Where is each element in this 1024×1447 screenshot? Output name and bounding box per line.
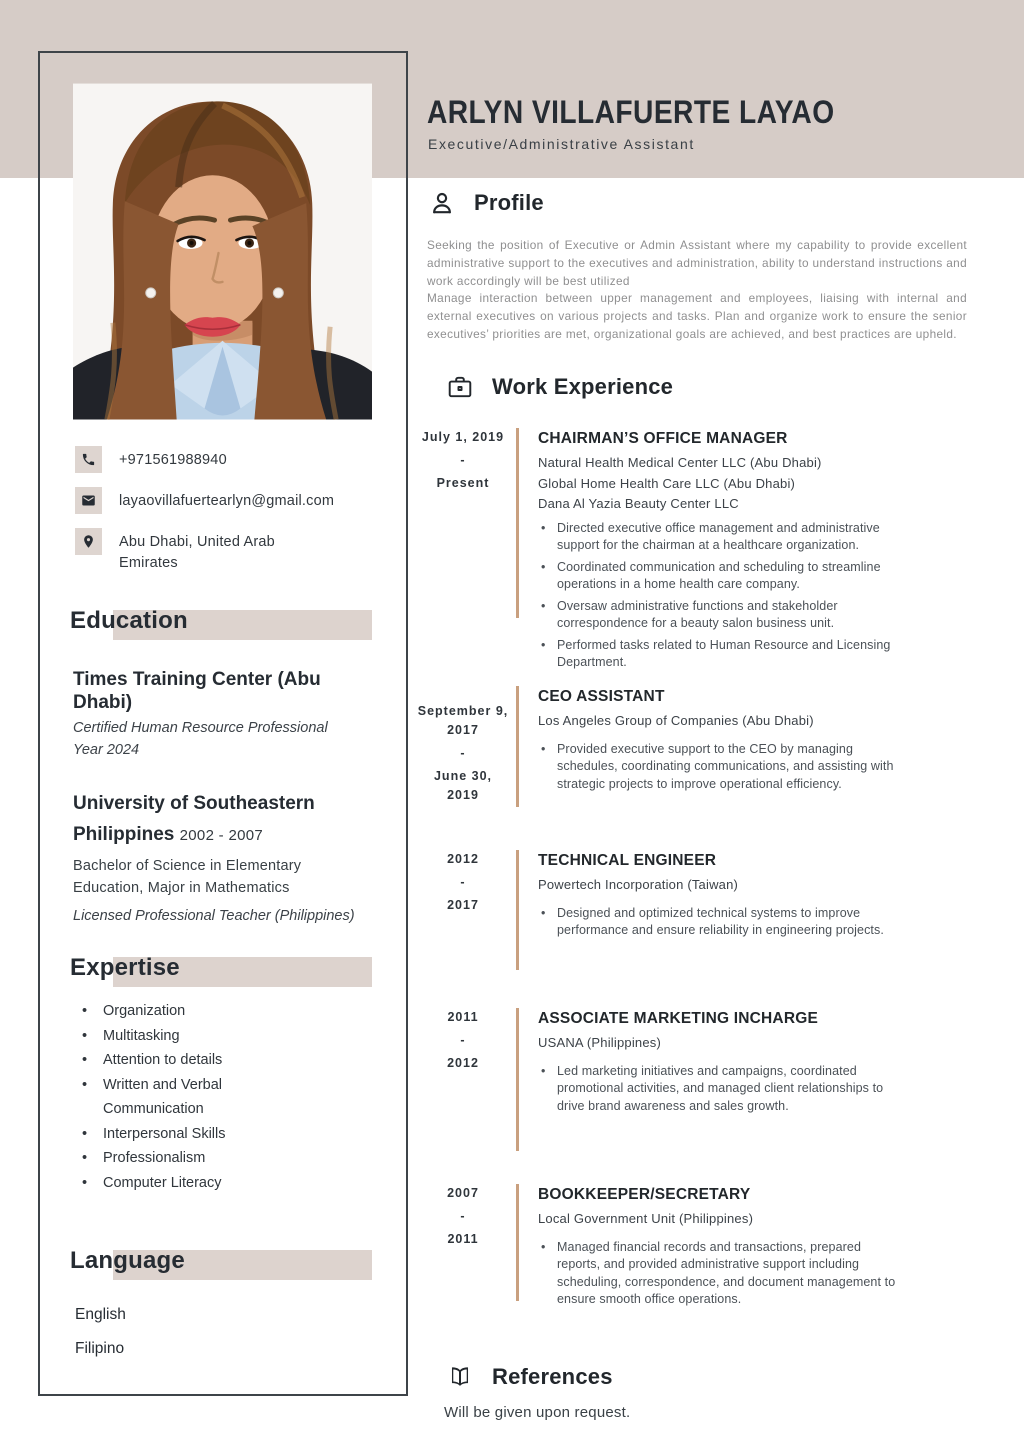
- contact-location-value: Abu Dhabi, United Arab Emirates: [119, 534, 275, 571]
- job-bullet: • Designed and optimized technical systems to improve performance and ensure reliability in engineering projects.: [538, 905, 900, 940]
- education-1-year: Year 2024: [73, 742, 140, 758]
- job-bullet-list: [538, 1063, 900, 1116]
- person-name: ARLYN VILLAFUERTE LAYAO: [427, 94, 835, 130]
- phone-icon: [75, 446, 102, 473]
- timeline-bar: [516, 686, 519, 807]
- education-heading-label: Education: [70, 607, 188, 634]
- sidebar: [38, 51, 408, 1396]
- contact-email-value: layaovillafuertearlyn@gmail.com: [119, 493, 335, 509]
- expertise-item: • Professionalism: [80, 1146, 320, 1171]
- job-bullet: • Managed financial records and transactions, prepared reports, and provided administrative support including scheduling, correspondence, and document management to ensure smooth office operations.: [538, 1239, 900, 1309]
- profile-text: [427, 237, 967, 344]
- work-heading-label: Work Experience: [492, 374, 674, 399]
- timeline-bar: [516, 1184, 519, 1301]
- contact-location-row: [75, 528, 375, 574]
- expertise-heading-label: Expertise: [70, 954, 180, 981]
- job-entry: [417, 1008, 910, 1151]
- job-content: [538, 428, 910, 676]
- portrait-photo: [73, 83, 372, 420]
- timeline-bar: [516, 428, 519, 618]
- references-heading-label: References: [492, 1364, 613, 1389]
- job-company: Los Angeles Group of Companies (Abu Dhabi): [538, 713, 814, 728]
- job-bullet: • Performed tasks related to Human Resource and Licensing Department.: [538, 637, 900, 672]
- profile-section-heading: [429, 190, 544, 216]
- education-2-degree: Bachelor of Science in Elementary Education, Major in Mathematics: [73, 858, 302, 896]
- book-icon: [447, 1364, 473, 1390]
- language-list: [75, 1298, 126, 1365]
- location-icon: [75, 528, 102, 555]
- profile-heading-label: Profile: [474, 190, 544, 215]
- expertise-item: • Organization: [80, 999, 320, 1024]
- job-title: BOOKKEEPER/SECRETARY: [538, 1186, 751, 1203]
- job-entry: [417, 850, 910, 970]
- contact-phone-row: [75, 446, 375, 473]
- expertise-section-heading: [70, 954, 382, 988]
- job-title: CHAIRMAN’S OFFICE MANAGER: [538, 430, 788, 447]
- job-content: [538, 1008, 910, 1119]
- job-bullet: • Coordinated communication and scheduling to streamline operations in a home health care company.: [538, 559, 900, 594]
- job-entry: [417, 428, 910, 676]
- briefcase-icon: [447, 374, 473, 400]
- job-company: USANA (Philippines): [538, 1035, 662, 1050]
- language-item: Filipino: [75, 1339, 125, 1357]
- job-date-line: Present: [436, 476, 490, 490]
- job-title: TECHNICAL ENGINEER: [538, 852, 717, 869]
- job-content: [538, 850, 910, 944]
- education-2-dates: 2002 - 2007: [179, 827, 264, 844]
- job-date-line: -: [460, 453, 466, 467]
- contact-phone-value: +971561988940: [119, 452, 227, 468]
- job-bullet-list: [538, 1239, 900, 1309]
- job-bullet-list: [538, 520, 900, 672]
- language-heading-label: Language: [70, 1247, 185, 1274]
- person-job-title: Executive/Administrative Assistant: [428, 136, 695, 152]
- expertise-list: [80, 999, 320, 1195]
- job-bullet-list: [538, 741, 900, 794]
- job-date-line: September 9, 2017: [417, 704, 509, 737]
- expertise-item: • Multitasking: [80, 1024, 320, 1049]
- job-dates: [417, 428, 509, 497]
- job-company: Powertech Incorporation (Taiwan): [538, 877, 739, 892]
- job-date-line: -: [460, 1209, 466, 1223]
- profile-paragraph: Seeking the position of Executive or Admin Assistant where my capability to provide excellent administrative support to the executives and administration, ability to understand instructions and work accordingly will be best utilized: [427, 238, 967, 288]
- expertise-item: • Written and Verbal Communication: [80, 1073, 320, 1122]
- expertise-item: • Interpersonal Skills: [80, 1122, 320, 1147]
- job-entry: [417, 686, 910, 809]
- email-icon: [75, 487, 102, 514]
- job-date-line: 2011: [447, 1232, 479, 1246]
- education-entry-1: [73, 668, 375, 761]
- profile-paragraph: Manage interaction between upper management and employees, liaising with internal and external executives on various projects and tasks. Plan and organize work to ensure the senior executives’ priorities are met, organizational goals are achieved, and best practices are upheld.: [427, 291, 967, 341]
- job-date-line: 2012: [447, 852, 479, 866]
- references-section-heading: [447, 1364, 613, 1390]
- job-company: Global Home Health Care LLC (Abu Dhabi): [538, 475, 796, 491]
- contact-block: [75, 446, 375, 588]
- job-bullet-list: [538, 905, 900, 940]
- education-1-credential: Certified Human Resource Professional: [73, 720, 328, 736]
- job-company: Natural Health Medical Center LLC (Abu Dhabi): [538, 455, 822, 470]
- job-date-line: 2017: [447, 898, 479, 912]
- portrait-illustration: [73, 83, 372, 420]
- job-date-line: June 30, 2019: [433, 769, 493, 802]
- job-date-line: July 1, 2019: [421, 430, 505, 444]
- job-dates: [417, 686, 509, 809]
- job-bullet: • Oversaw administrative functions and stakeholder correspondence for a beauty salon business unit.: [538, 598, 900, 633]
- job-title: ASSOCIATE MARKETING INCHARGE: [538, 1010, 819, 1027]
- job-date-line: 2011: [447, 1010, 479, 1024]
- job-bullet: • Provided executive support to the CEO by managing schedules, coordinating communications, and assisting with strategic projects to improve operational efficiency.: [538, 741, 900, 794]
- job-bullet: • Led marketing initiatives and campaigns, coordinated promotional activities, and managed client relationships to drive brand awareness and sales growth.: [538, 1063, 900, 1116]
- job-dates: [417, 1184, 509, 1253]
- job-content: [538, 1184, 910, 1313]
- job-title: CEO ASSISTANT: [538, 688, 665, 705]
- work-section-heading: [447, 374, 673, 400]
- job-company: Dana Al Yazia Beauty Center LLC: [538, 496, 739, 511]
- contact-email-row: [75, 487, 375, 514]
- person-icon: [429, 190, 455, 216]
- education-2-license: Licensed Professional Teacher (Philippines): [73, 908, 355, 924]
- job-date-line: 2012: [447, 1056, 479, 1070]
- job-date-line: 2007: [447, 1186, 479, 1200]
- job-date-line: -: [460, 746, 466, 760]
- education-section-heading: [70, 607, 382, 641]
- education-2-school-line: [73, 788, 385, 851]
- job-company: Local Government Unit (Philippines): [538, 1211, 754, 1226]
- language-item: English: [75, 1306, 126, 1323]
- job-date-line: -: [460, 1033, 466, 1047]
- job-dates: [417, 850, 509, 919]
- timeline-bar: [516, 1008, 519, 1151]
- education-1-school: Times Training Center (Abu Dhabi): [73, 669, 321, 713]
- job-date-line: -: [460, 875, 466, 889]
- job-content: [538, 686, 910, 797]
- timeline-bar: [516, 850, 519, 970]
- language-section-heading: [70, 1247, 382, 1281]
- job-bullet: • Directed executive office management and administrative support for the chairman at a healthcare organization.: [538, 520, 900, 555]
- job-entry: [417, 1184, 910, 1313]
- references-text: Will be given upon request.: [444, 1404, 631, 1421]
- job-dates: [417, 1008, 509, 1077]
- education-2-school: University of Southeastern Philippines: [73, 793, 315, 845]
- expertise-item: • Attention to details: [80, 1048, 320, 1073]
- education-entry-2: [73, 788, 385, 927]
- expertise-item: • Computer Literacy: [80, 1171, 320, 1196]
